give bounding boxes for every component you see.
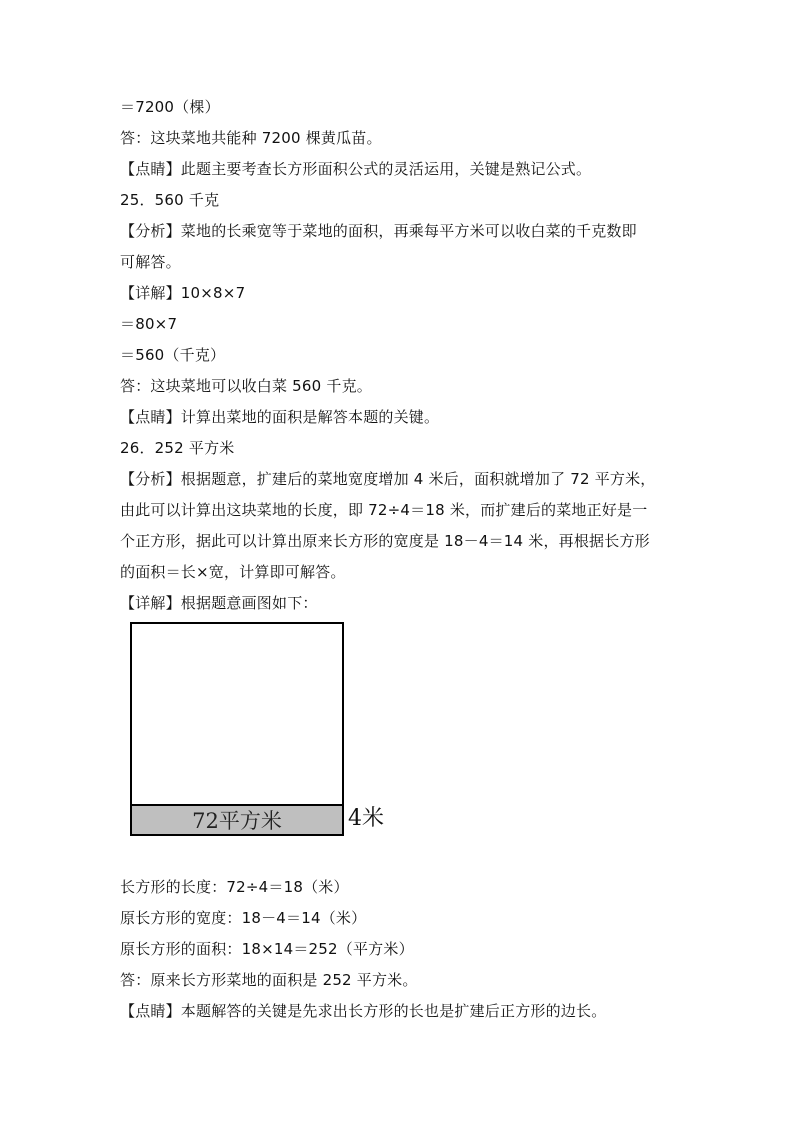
text-line-comment-26: 【点睛】本题解答的关键是先求出长方形的长也是扩建后正方形的边长。 bbox=[120, 1002, 607, 1020]
strip-width-label: 4米 bbox=[348, 806, 384, 831]
rectangle-diagram-svg bbox=[128, 620, 398, 842]
text-line-answer-24: 答：这块菜地共能种 7200 棵黄瓜苗。 bbox=[120, 129, 382, 147]
original-rectangle bbox=[131, 623, 343, 805]
text-line-analysis-26-c: 个正方形，据此可以计算出原来长方形的宽度是 18－4＝14 米，再根据长方形 bbox=[120, 532, 650, 550]
text-line-comment-25: 【点睛】计算出菜地的面积是解答本题的关键。 bbox=[120, 408, 440, 426]
text-line-detail-25: 【详解】10×8×7 bbox=[120, 284, 246, 302]
rectangle-diagram bbox=[128, 620, 398, 842]
text-line-length: 长方形的长度：72÷4＝18（米） bbox=[120, 878, 349, 896]
text-line-step-25-a: ＝80×7 bbox=[120, 315, 178, 333]
text-line-detail-26: 【详解】根据题意画图如下： bbox=[120, 594, 318, 612]
text-line-analysis-26-a: 【分析】根据题意，扩建后的菜地宽度增加 4 米后，面积就增加了 72 平方米， bbox=[120, 470, 656, 488]
text-line-area: 原长方形的面积：18×14＝252（平方米） bbox=[120, 940, 414, 958]
text-line-answer-26: 答：原来长方形菜地的面积是 252 平方米。 bbox=[120, 971, 418, 989]
text-line-analysis-26-d: 的面积＝长×宽，计算即可解答。 bbox=[120, 563, 346, 581]
text-line-width: 原长方形的宽度：18－4＝14（米） bbox=[120, 909, 367, 927]
text-line-analysis-26-b: 由此可以计算出这块菜地的长度，即 72÷4＝18 米，而扩建后的菜地正好是一 bbox=[120, 501, 648, 519]
text-line-comment-24: 【点睛】此题主要考查长方形面积公式的灵活运用，关键是熟记公式。 bbox=[120, 160, 592, 178]
text-line-analysis-25-a: 【分析】菜地的长乘宽等于菜地的面积，再乘每平方米可以收白菜的千克数即 bbox=[120, 222, 637, 240]
text-line-step-25-b: ＝560（千克） bbox=[120, 346, 226, 364]
text-line-analysis-25-b: 可解答。 bbox=[120, 253, 181, 271]
text-line-answer-25: 答：这块菜地可以收白菜 560 千克。 bbox=[120, 377, 372, 395]
strip-area-label: 72平方米 bbox=[192, 809, 282, 833]
question-heading-25: 25．560 千克 bbox=[120, 191, 220, 209]
question-heading-26: 26．252 平方米 bbox=[120, 439, 235, 457]
text-line-result-7200: ＝7200（棵） bbox=[120, 98, 220, 116]
